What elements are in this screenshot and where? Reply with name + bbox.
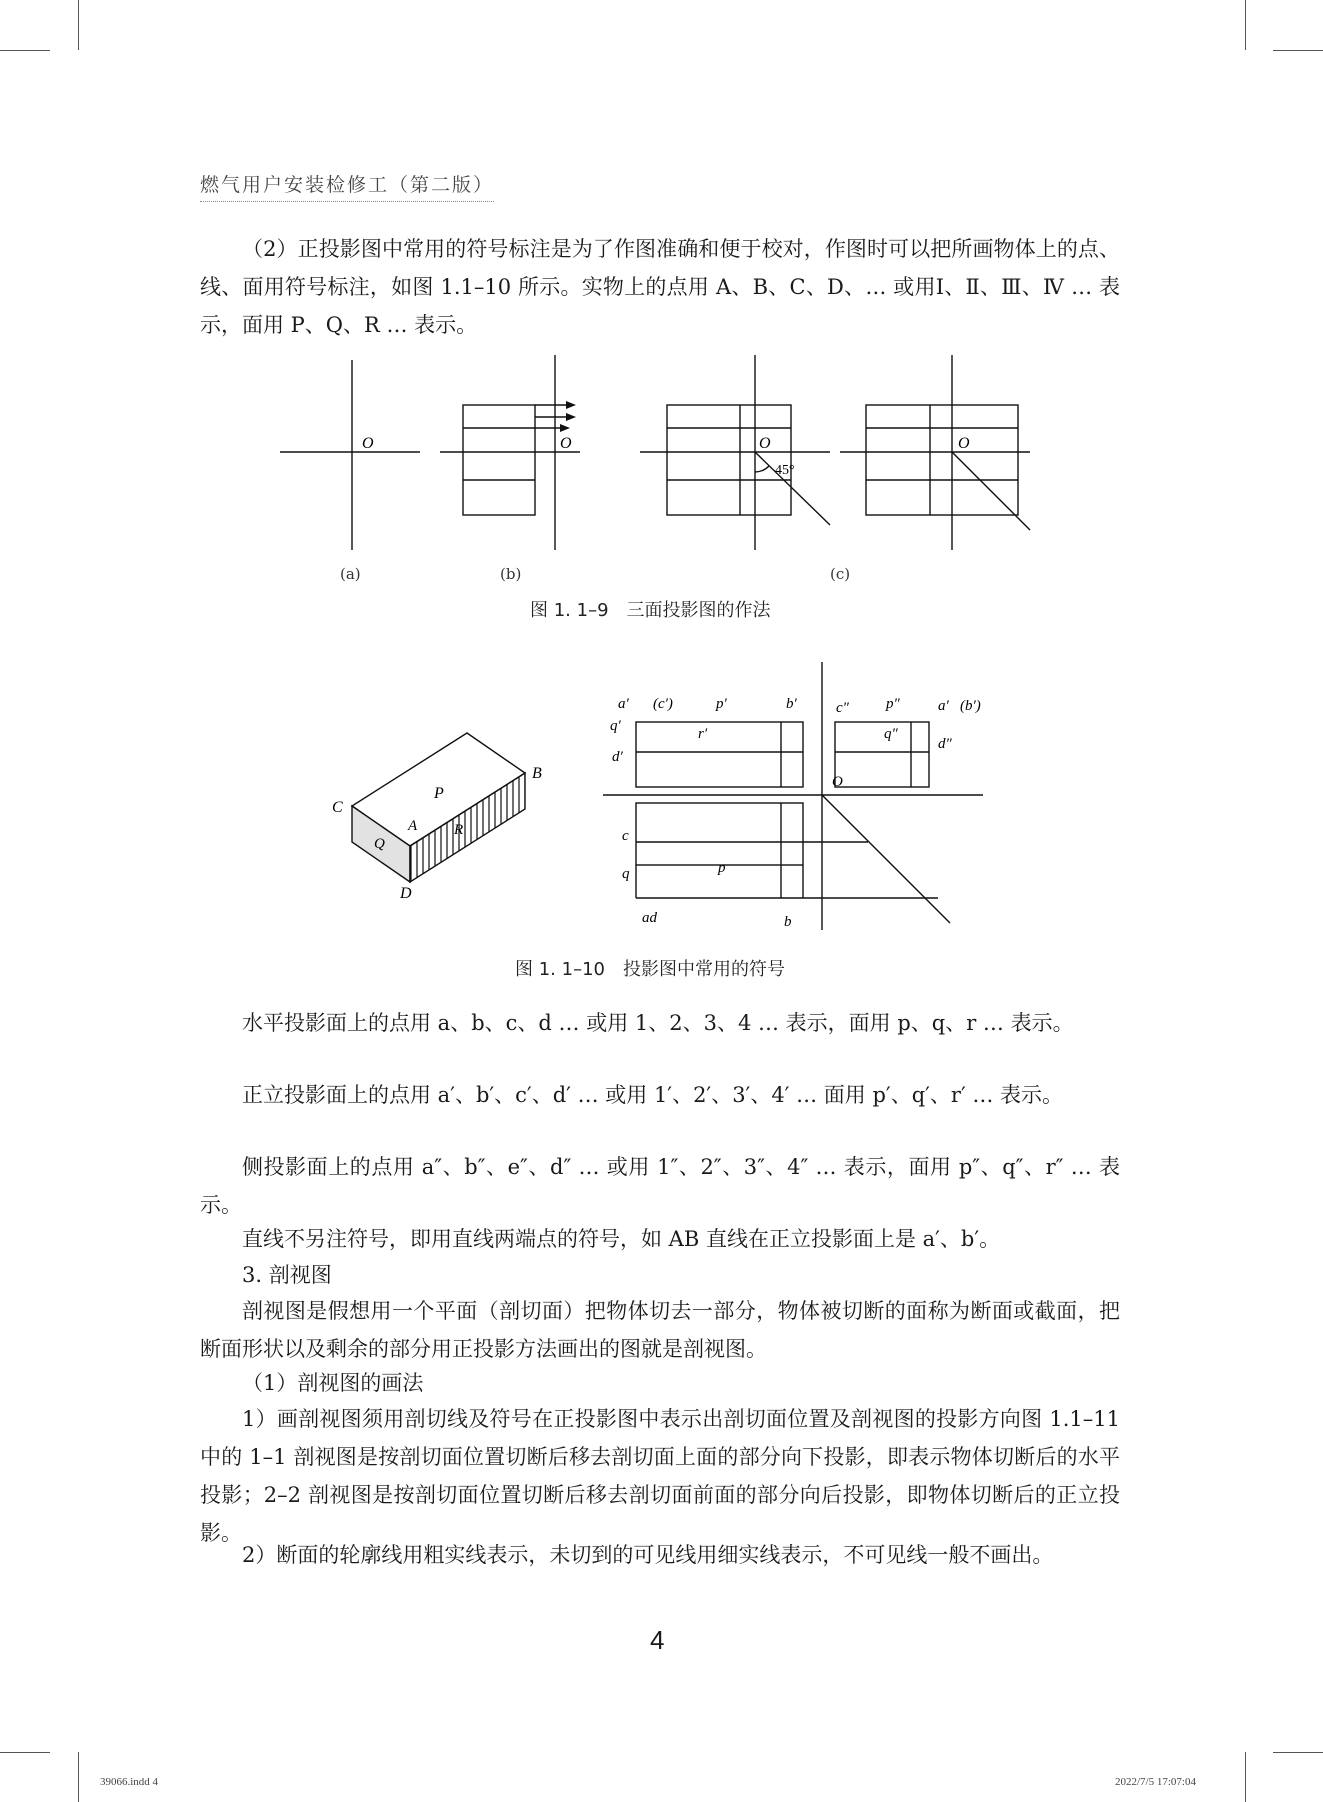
subheading-drawing-method: （1）剖视图的画法 [242,1371,424,1395]
crop-mark [1273,1752,1323,1753]
label-p: p [718,860,726,876]
running-header: 燃气用户安装检修工（第二版） [200,170,494,202]
paragraph-frontal-plane: 正立投影面上的点用 a′、b′、c′、d′ … 或用 1′、2′、3′、4′ … 面用 p′、q′、r′ … 表示。 [242,1083,1064,1107]
label-c: c [622,828,629,844]
slug-filename: 39066.indd 4 [100,1776,159,1788]
fig-c1-origin-label: O [759,435,771,452]
paragraph-notation: （2）正投影图中常用的符号标注是为了作图准确和便于校对，作图时可以把所画物体上的点、线、面用符号标注，如图 1.1–10 所示。实物上的点用 A、B、C、D、… 或用Ⅰ、Ⅱ、Ⅲ、Ⅳ … 表示，面用 P、Q、R … 表示。 [200,237,1120,337]
paragraph-section-definition: 剖视图是假想用一个平面（剖切面）把物体切去一部分，物体被切断的面称为断面或截面，把断面形状以及剩余的部分用正投影方法画出的图就是剖视图。 [200,1299,1120,1361]
label-c1: (c′) [653,696,673,712]
face-p-label: P [434,785,444,802]
label-b: b [784,914,792,930]
fig-c2-origin-label: O [958,435,970,452]
figure-three-view-method [270,350,1070,590]
figure-caption-2: 图 1. 1–10 投影图中常用的符号 [515,959,785,980]
label-a1: a′ [618,696,629,712]
paragraph-side-plane: 侧投影面上的点用 a″、b″、e″、d″ … 或用 1″、2″、3″、4″ … 表示，面用 p″、q″、r″ … 表示。 [200,1155,1120,1217]
front-view-rect [636,722,803,787]
paragraph-rule-1: 1）画剖视图须用剖切线及符号在正投影图中表示出剖切面位置及剖视图的投影方向图 1.1–11 中的 1–1 剖视图是按剖切面位置切断后移去剖切面上面的部分向下投影，即表示物体切断后的水平投影；2–2 剖视图是按剖切面位置切断后移去剖切面前面的部分向后投影，即物体切断后的正立投影。 [200,1407,1120,1545]
side-view-rect [835,722,929,787]
label-a2: a′ [938,698,949,714]
face-q-label: Q [374,836,385,852]
fig-c2-rect [866,405,1018,515]
point-a-label: A [408,818,418,834]
crop-mark [1273,50,1323,51]
paragraph-horizontal-plane: 水平投影面上的点用 a、b、c、d … 或用 1、2、3、4 … 表示，面用 p、q、r … 表示。 [242,1011,1074,1035]
crop-mark [1245,1752,1246,1802]
point-d-label: D [400,885,412,900]
label-b2: (b′) [960,698,981,714]
fig-b-rect [463,405,535,515]
crop-mark [78,1752,79,1802]
paragraph-line-notation: 直线不另注符号，即用直线两端点的符号，如 AB 直线在正立投影面上是 a′、b′。 [242,1227,1001,1251]
point-b-label: B [532,765,542,782]
subfig-b-label: (b) [500,565,522,583]
fig-c1-rect [667,405,791,515]
top-view-rect [636,803,803,865]
label-q2: q″ [884,726,898,742]
crop-mark [0,1752,50,1753]
label-p1: p′ [716,696,727,712]
figure-projection-symbols [598,660,998,938]
figure-isometric-block [320,700,570,900]
label-d2: d″ [938,736,952,752]
fig-a-origin-label: O [362,435,374,452]
angle-label: 45° [775,463,795,478]
subfig-a-label: (a) [340,565,361,583]
crop-mark [0,50,50,51]
figure-caption-1: 图 1. 1–9 三面投影图的作法 [530,600,771,621]
label-p2: p″ [886,696,900,712]
label-q: q [622,866,630,882]
label-O: O [832,774,843,790]
label-b1: b′ [786,696,797,712]
slug-timestamp: 2022/7/5 17:07:04 [1115,1776,1196,1788]
crop-mark [78,0,79,50]
fig-b-origin-label: O [560,435,572,452]
label-d1: d′ [612,749,623,765]
crop-mark [1245,0,1246,50]
label-r1: r′ [698,726,708,742]
label-q1: q′ [610,718,621,734]
section-heading: 3. 剖视图 [242,1263,332,1287]
label-c2: c″ [836,700,849,716]
face-r-label: R [454,822,464,838]
page-number: 4 [650,1625,665,1655]
label-ad: ad [642,910,657,926]
subfig-c-label: (c) [830,565,851,583]
point-c-label: C [332,799,343,816]
paragraph-rule-2: 2）断面的轮廓线用粗实线表示，未切到的可见线用细实线表示，不可见线一般不画出。 [242,1543,1054,1567]
